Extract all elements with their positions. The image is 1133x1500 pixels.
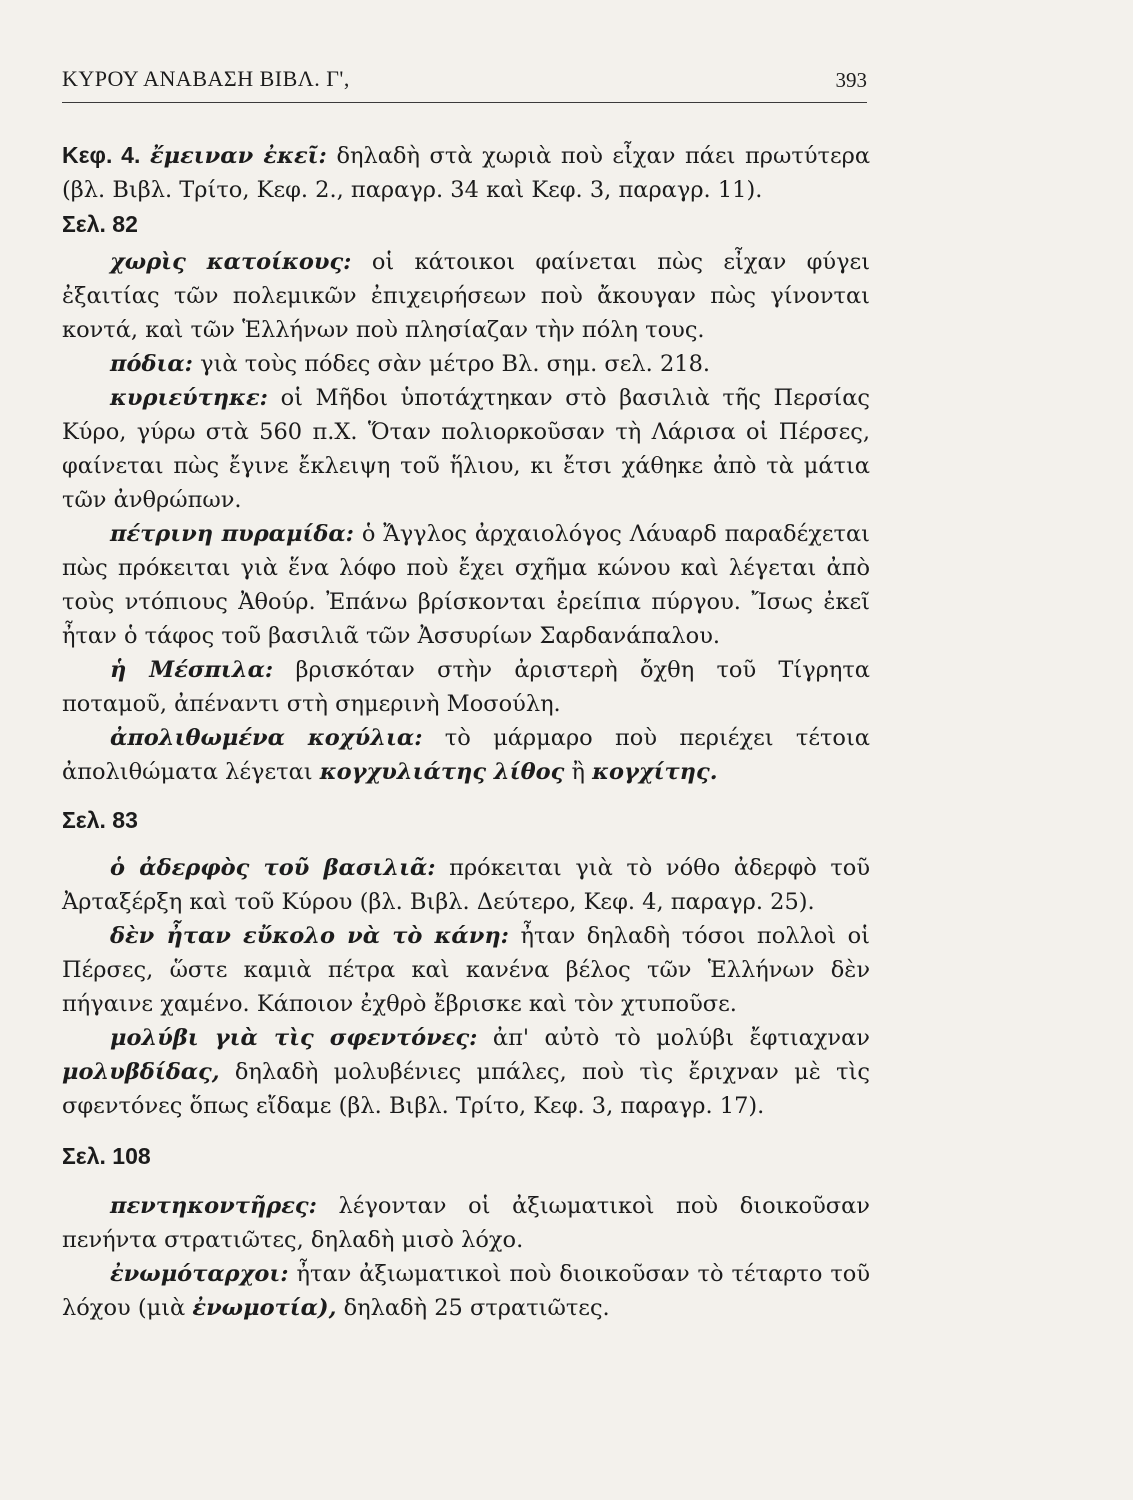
notes-body [62,138,870,1325]
spacer [62,837,870,851]
note-text: λέγονταν οἱ ἀξιωματικοὶ ποὺ διοικοῦσαν πενήντα στρατιῶτες, δηλαδὴ μισὸ λόχο. [62,1193,870,1253]
section-heading: Σελ. 108 [62,1143,151,1169]
note-term: κογχίτης. [592,759,718,785]
note-text: βρισκόταν στὴν ἀριστερὴ ὄχθη τοῦ Τίγρητα ποταμοῦ, ἀπέναντι στὴ σημερινὴ Μοσούλη. [62,657,871,717]
note-paragraph [62,851,870,919]
note-text: δηλαδὴ μολυβένιες μπάλες, ποὺ τὶς ἔριχναν μὲ τὶς σφεντόνες ὅπως εἴδαμε (βλ. Βιβλ. Τρίτο, Κεφ. 3, παραγρ. 17). [62,1059,870,1119]
note-paragraph [62,245,870,347]
note-paragraph [62,138,870,207]
note-text: δηλαδὴ στὰ χωριὰ ποὺ εἶχαν πάει πρωτύτερα (βλ. Βιβλ. Τρίτο, Κεφ. 2., παραγρ. 34 καὶ Κεφ. 3, παραγρ. 11). [62,143,871,203]
note-text: γιὰ τοὺς πόδες σὰν μέτρο Βλ. σημ. σελ. 218. [200,351,711,377]
section-heading: Σελ. 83 [62,807,138,833]
note-paragraph [62,1257,870,1325]
section-heading: Σελ. 82 [62,211,138,237]
note-paragraph [62,1021,870,1123]
note-term: ἔμειναν ἐκεῖ: [149,143,327,169]
note-term: ἐνωμοτία), [192,1295,337,1321]
note-term: χωρὶς κατοίκους: [110,249,352,275]
note-paragraph [62,381,870,517]
note-term: ὁ ἀδερφὸς τοῦ βασιλιᾶ: [110,855,436,881]
spacer [62,1123,870,1139]
note-paragraph [62,919,870,1021]
note-text: ἢ [571,759,585,785]
note-paragraph [62,517,870,653]
note-text: ἀπ' αὐτὸ τὸ μολύβι ἔφτιαχναν [492,1025,870,1051]
note-text: τὸ μάρμαρο ποὺ περιέχει τέτοια ἀπολιθώματα λέγεται [62,725,870,785]
note-paragraph [62,653,870,721]
note-text: ἦταν ἀξιωματικοὶ ποὺ διοικοῦσαν τὸ τέταρτο τοῦ λόχου (μιὰ [62,1261,870,1321]
note-text: δηλαδὴ 25 στρατιῶτες. [343,1295,610,1321]
note-text: οἱ Μῆδοι ὑποτάχτηκαν στὸ βασιλιὰ τῆς Περσίας Κύρο, γύρω στὰ 560 π.Χ. Ὅταν πολιορκοῦσαν τὴ Λάρισα οἱ Πέρσες, φαίνεται πὼς ἔγινε ἔκλειψη τοῦ ἥλιου, κι ἔτσι χάθηκε ἀπὸ τὰ μάτια τῶν ἀνθρώπων. [62,385,871,513]
note-term: δὲν ἦταν εὔκολο νὰ τὸ κάνη: [110,923,509,949]
spacer [62,789,870,803]
chapter-label: Κεφ. 4. [62,142,141,168]
note-paragraph [62,347,870,381]
header-rule [62,102,867,103]
note-term: κυριεύτηκε: [110,385,268,411]
note-term: κογχυλιάτης λίθος [319,759,565,785]
note-text: ἦταν δηλαδὴ τόσοι πολλοὶ οἱ Πέρσες, ὥστε καμιὰ πέτρα καὶ κανένα βέλος τῶν Ἑλλήνων δὲν πήγαινε χαμένο. Κάποιον ἐχθρὸ ἔβρισκε καὶ τὸν χτυποῦσε. [62,923,870,1017]
page-number: 393 [835,68,867,92]
note-text: πρόκειται γιὰ τὸ νόθο ἀδερφὸ τοῦ Ἀρταξέρξη καὶ τοῦ Κύρου (βλ. Βιβλ. Δεύτερο, Κεφ. 4, παραγρ. 25). [62,855,870,915]
running-title: ΚΥΡΟΥ ΑΝΑΒΑΣΗ ΒΙΒΛ. Γ', [62,66,350,91]
spacer [62,1173,870,1189]
note-paragraph [62,721,870,789]
note-term: πέτρινη πυραμίδα: [110,521,354,547]
note-term: πόδια: [110,351,193,377]
note-text: οἱ κάτοικοι φαίνεται πὼς εἶχαν φύγει ἐξαιτίας τῶν πολεμικῶν ἐπιχειρήσεων ποὺ ἄκουγαν πὼς γίνονται κοντά, καὶ τῶν Ἑλλήνων ποὺ πλησίαζαν τὴν πόλη τους. [62,249,871,343]
note-term: πεντηκοντῆρες: [110,1193,317,1219]
note-term: μολυβδίδας, [62,1059,220,1085]
note-term: ἀπολιθωμένα κοχύλια: [110,725,423,751]
note-paragraph [62,1189,870,1257]
note-text: ὁ Ἄγγλος ἀρχαιολόγος Λάυαρδ παραδέχεται πὼς πρόκειται γιὰ ἕνα λόφο ποὺ ἔχει σχῆμα κώνου καὶ λέγεται ἀπὸ τοὺς ντόπιους Ἀθούρ. Ἐπάνω βρίσκονται ἐρείπια πύργου. Ἴσως ἐκεῖ ἦταν ὁ τάφος τοῦ βασιλιᾶ τῶν Ἀσσυρίων Σαρδανάπαλου. [62,521,870,649]
note-term: ἐνωμόταρχοι: [110,1261,289,1287]
running-header [62,66,867,106]
note-term: ἡ Μέσπιλα: [110,657,274,683]
note-term: μολύβι γιὰ τὶς σφεντόνες: [110,1025,478,1051]
